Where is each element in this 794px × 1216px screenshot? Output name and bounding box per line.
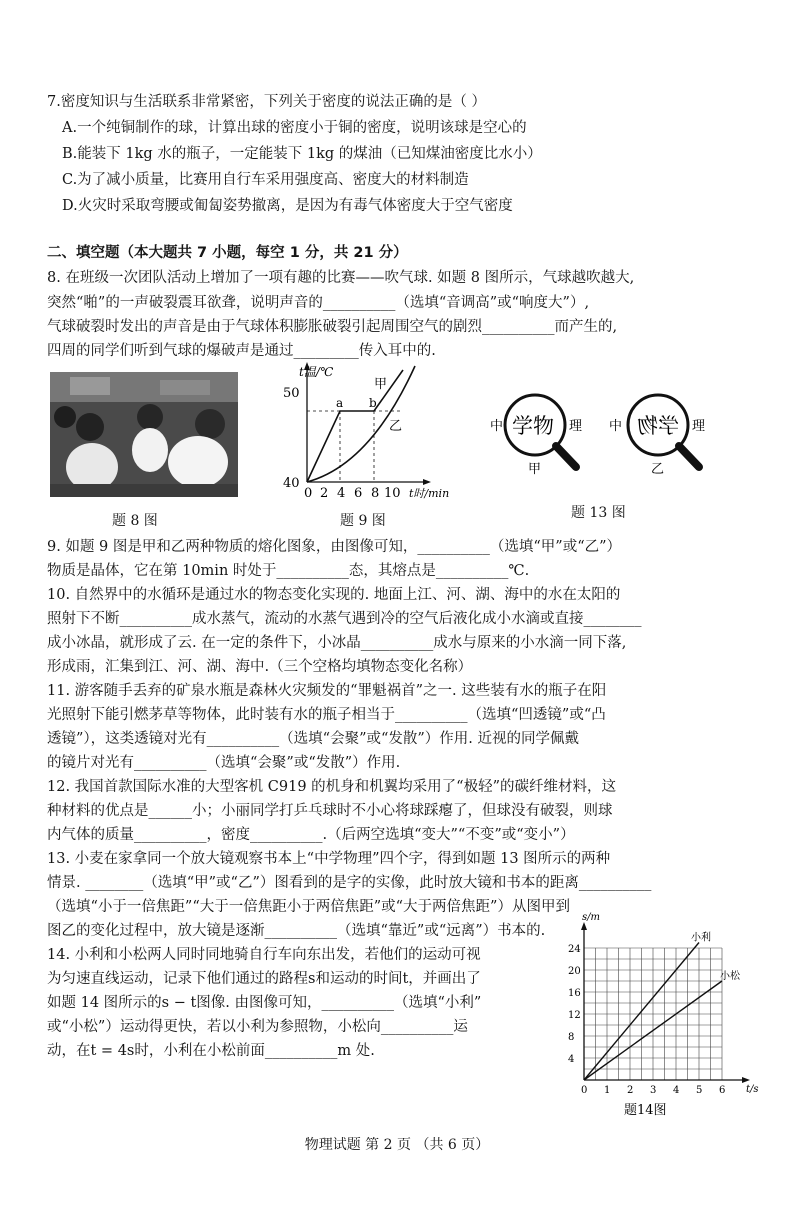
x-tick-label: 0 bbox=[581, 1085, 588, 1096]
q8-line-3: 气球破裂时发出的声音是由于气球体积膨胀破裂引起周围空气的剧烈__________而产生的, bbox=[47, 319, 618, 335]
series-label: 小利 bbox=[691, 932, 711, 944]
balloon-photo bbox=[50, 372, 238, 497]
x-axis-arrow bbox=[742, 1077, 750, 1083]
fig13-left-lens-text: 学物 bbox=[512, 414, 554, 438]
q11-line-2: 光照射下能引燃茅草等物体，此时装有水的瓶子相当于__________（选填“凹透镜”或“凸 bbox=[47, 707, 606, 723]
fig9-xtick: 2 bbox=[320, 486, 329, 501]
fig13-label-jia: 甲 bbox=[528, 462, 542, 477]
q14-line-3: 如题 14 图所示的s − t图像. 由图像可知，__________（选填“小利” bbox=[47, 995, 482, 1011]
fig13-label-yi: 乙 bbox=[651, 462, 665, 477]
q11-line-3: 透镜”），这类透镜对光有__________（选填“会聚”或“发散”）作用. 近视的同学佩戴 bbox=[47, 731, 580, 747]
q7-option-b: B.能装下 1kg 水的瓶子，一定能装下 1kg 的煤油（已知煤油密度比水小） bbox=[62, 146, 542, 162]
x-tick-label: 1 bbox=[604, 1085, 611, 1096]
q7-stem: 7.密度知识与生活联系非常紧密，下列关于密度的说法正确的是（ ） bbox=[47, 94, 486, 110]
q14-line-2: 为匀速直线运动，记录下他们通过的路程s和运动的时间t，并画出了 bbox=[47, 971, 481, 987]
q14-line-5: 动，在t = 4s时，小利在小松前面__________m 处. bbox=[47, 1043, 375, 1059]
y-tick-label: 8 bbox=[568, 1032, 575, 1043]
y-tick-label: 12 bbox=[568, 1010, 581, 1021]
fig9-ytick-50: 50 bbox=[283, 386, 300, 401]
y-axis-arrow bbox=[581, 922, 587, 930]
fig9-label-jia: 甲 bbox=[374, 377, 388, 392]
q7-option-c: C.为了减小质量，比赛用自行车采用强度高、密度大的材料制造 bbox=[62, 172, 469, 188]
fig13-left-zhong: 中 bbox=[490, 419, 504, 434]
fig13-left-li: 理 bbox=[569, 419, 583, 434]
x-tick-label: 6 bbox=[719, 1085, 726, 1096]
q10-line-3: 成小冰晶，就形成了云. 在一定的条件下，小冰晶__________成水与原来的小水滴一同下落, bbox=[47, 635, 627, 651]
fig13-right-zhong: 中 bbox=[609, 419, 623, 434]
y-tick-label: 24 bbox=[568, 944, 581, 955]
y-tick-label: 4 bbox=[568, 1054, 575, 1065]
q11-line-4: 的镜片对光有__________（选填“会聚”或“发散”）作用. bbox=[47, 755, 401, 771]
fig9-xtick: 10 bbox=[384, 486, 401, 501]
y-tick-label: 20 bbox=[568, 966, 581, 977]
fig9-xtick: 6 bbox=[354, 486, 363, 501]
fig13-caption: 题 13 图 bbox=[571, 505, 626, 521]
fig9-y-axis-label: t温/℃ bbox=[299, 365, 334, 379]
fig9-xtick: 8 bbox=[371, 486, 380, 501]
magnifier-figure bbox=[483, 385, 743, 485]
fig14-caption: 题14图 bbox=[624, 1103, 667, 1118]
q10-line-1: 10. 自然界中的水循环是通过水的物态变化实现的. 地面上江、河、湖、海中的水在太阳的 bbox=[47, 587, 621, 603]
q11-line-1: 11. 游客随手丢弃的矿泉水瓶是森林火灾频发的“罪魁祸首”之一. 这些装有水的瓶子在阳 bbox=[47, 683, 607, 699]
q12-line-3: 内气体的质量__________，密度__________.（后两空选填“变大”“不变”或“变小”） bbox=[47, 827, 575, 843]
page-footer: 物理试题 第 2 页 （共 6 页） bbox=[304, 1137, 490, 1153]
fig13-right-lens-text: 学物 bbox=[637, 414, 679, 438]
q13-line-2: 情景. ________（选填“甲”或“乙”）图看到的是字的实像，此时放大镜和书本的距离__________ bbox=[47, 875, 652, 891]
fig8-caption: 题 8 图 bbox=[112, 513, 158, 529]
x-tick-label: 5 bbox=[696, 1085, 703, 1096]
q8-line-1: 8. 在班级一次团队活动上增加了一项有趣的比赛——吹气球. 如题 8 图所示，气球越吹越大, bbox=[47, 270, 635, 286]
q12-line-2: 种材料的优点是______小；小丽同学打乒乓球时不小心将球踩瘪了，但球没有破裂，则球 bbox=[47, 803, 613, 819]
fig9-point-a: a bbox=[336, 396, 344, 410]
q12-line-1: 12. 我国首款国际水准的大型客机 C919 的机身和机翼均采用了“极轻”的碳纤维材料，这 bbox=[47, 779, 616, 795]
y-axis-label: s/m bbox=[582, 912, 600, 923]
st-chart bbox=[562, 912, 759, 1128]
fig9-ytick-40: 40 bbox=[283, 476, 300, 491]
x-axis-label: t/s bbox=[746, 1084, 759, 1095]
q8-line-4: 四周的同学们听到气球的爆破声是通过_________传入耳中的. bbox=[47, 343, 436, 359]
series-label: 小松 bbox=[720, 971, 740, 982]
q7-option-d: D.火灾时采取弯腰或匍匐姿势撤离，是因为有毒气体密度大于空气密度 bbox=[62, 198, 513, 214]
q9-line-2: 物质是晶体，它在第 10min 时处于__________态，其熔点是__________℃. bbox=[47, 563, 530, 579]
q7-option-a: A.一个纯铜制作的球，计算出球的密度小于铜的密度，说明该球是空心的 bbox=[62, 120, 527, 136]
x-tick-label: 4 bbox=[673, 1085, 680, 1096]
x-tick-label: 3 bbox=[650, 1085, 657, 1096]
fig9-label-yi: 乙 bbox=[389, 419, 403, 434]
q9-line-1: 9. 如题 9 图是甲和乙两种物质的熔化图象，由图像可知，__________（选填“甲”或“乙”） bbox=[47, 539, 622, 555]
q13-line-4: 图乙的变化过程中，放大镜是逐渐__________（选填“靠近”或“远离”）书本的. bbox=[47, 923, 546, 939]
fig13-right-li: 理 bbox=[692, 419, 706, 434]
q10-line-4: 形成雨，汇集到江、河、湖、海中.（三个空格均填物态变化名称） bbox=[47, 659, 473, 675]
x-tick-label: 2 bbox=[627, 1085, 634, 1096]
q10-line-2: 照射下不断__________成水蒸气，流动的水蒸气遇到冷的空气后液化成小水滴或直接________ bbox=[47, 611, 642, 627]
melting-graph bbox=[275, 360, 465, 500]
fig9-xtick: 4 bbox=[337, 486, 346, 501]
y-tick-label: 16 bbox=[568, 988, 581, 999]
q14-line-1: 14. 小利和小松两人同时同地骑自行车向东出发，若他们的运动可视 bbox=[47, 947, 481, 963]
fig9-caption: 题 9 图 bbox=[340, 513, 386, 529]
section-title: 二、填空题（本大题共 7 小题，每空 1 分，共 21 分） bbox=[47, 245, 408, 261]
q13-line-3: （选填“小于一倍焦距”“大于一倍焦距小于两倍焦距”或“大于两倍焦距”）从图甲到 bbox=[47, 899, 570, 915]
q8-line-2: 突然“啪”的一声破裂震耳欲聋，说明声音的__________（选填“音调高”或“响度大”）, bbox=[47, 295, 590, 311]
fig9-xtick: 0 bbox=[304, 486, 313, 501]
q13-line-1: 13. 小麦在家拿同一个放大镜观察书本上“中学物理”四个字，得到如题 13 图所示的两种 bbox=[47, 851, 611, 867]
fig9-x-axis-label: t时/min bbox=[409, 487, 450, 500]
q14-line-4: 或“小松”）运动得更快，若以小利为参照物，小松向__________运 bbox=[47, 1019, 468, 1035]
fig9-point-b: b bbox=[369, 396, 377, 410]
